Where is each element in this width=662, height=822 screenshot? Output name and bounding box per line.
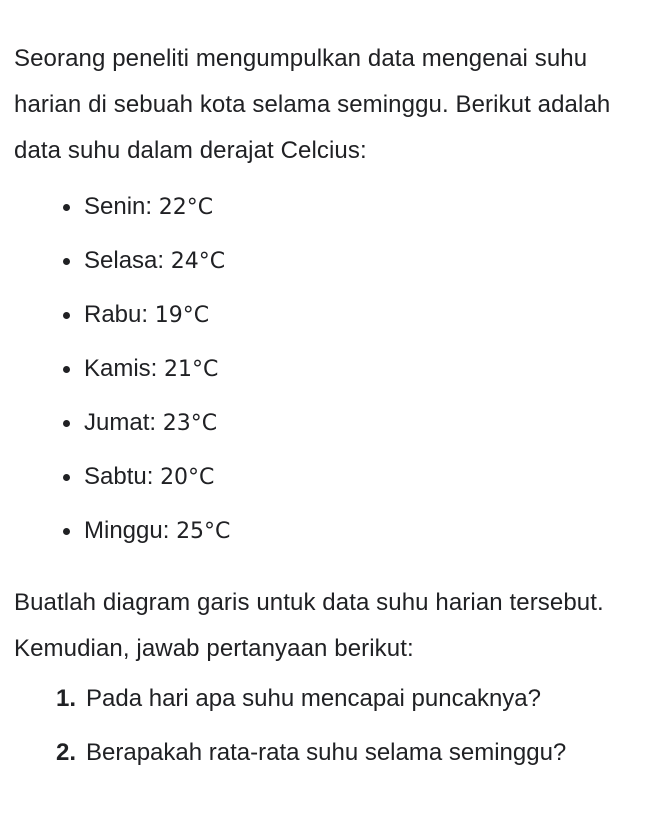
bullet-icon xyxy=(63,474,70,481)
question-text: Pada hari apa suhu mencapai puncaknya? xyxy=(86,685,541,712)
bullet-icon xyxy=(63,420,70,427)
temperature-value: 23°C xyxy=(162,411,218,436)
question-text: Berapakah rata-rata suhu selama seminggu? xyxy=(86,739,567,766)
day-label: Jumat: xyxy=(84,409,157,436)
list-item xyxy=(14,288,648,342)
question-number: 2. xyxy=(56,739,77,766)
list-item xyxy=(14,396,648,450)
day-label: Senin: xyxy=(84,193,153,220)
day-label: Selasa: xyxy=(84,247,165,274)
intro-paragraph: Seorang peneliti mengumpulkan data mengenai suhu harian di sebuah kota selama seminggu. Berikut adalah data suhu dalam derajat Celcius: xyxy=(14,45,611,164)
bullet-icon xyxy=(63,204,70,211)
question-item xyxy=(14,672,648,726)
day-label: Rabu: xyxy=(84,301,149,328)
list-item xyxy=(14,342,648,396)
temperature-value: 25°C xyxy=(176,519,231,544)
temperature-value: 21°C xyxy=(164,357,219,382)
question-item xyxy=(14,726,648,780)
temperature-value: 20°C xyxy=(160,465,215,490)
list-item xyxy=(14,234,648,288)
temperature-value: 22°C xyxy=(158,195,214,220)
list-item xyxy=(14,180,648,234)
list-item xyxy=(14,450,648,504)
question-list xyxy=(14,672,648,780)
bullet-icon xyxy=(63,312,70,319)
question-number: 1. xyxy=(56,685,77,712)
temperature-value: 19°C xyxy=(154,303,210,328)
bullet-icon xyxy=(63,528,70,535)
bullet-icon xyxy=(63,258,70,265)
day-label: Sabtu: xyxy=(84,463,154,490)
temperature-value: 24°C xyxy=(170,249,226,274)
list-item xyxy=(14,504,648,558)
bullet-icon xyxy=(63,366,70,373)
day-label: Kamis: xyxy=(84,355,158,382)
instruction-paragraph: Buatlah diagram garis untuk data suhu harian tersebut. Kemudian, jawab pertanyaan berikut: xyxy=(14,589,604,662)
temperature-list xyxy=(14,180,648,558)
day-label: Minggu: xyxy=(84,517,170,544)
